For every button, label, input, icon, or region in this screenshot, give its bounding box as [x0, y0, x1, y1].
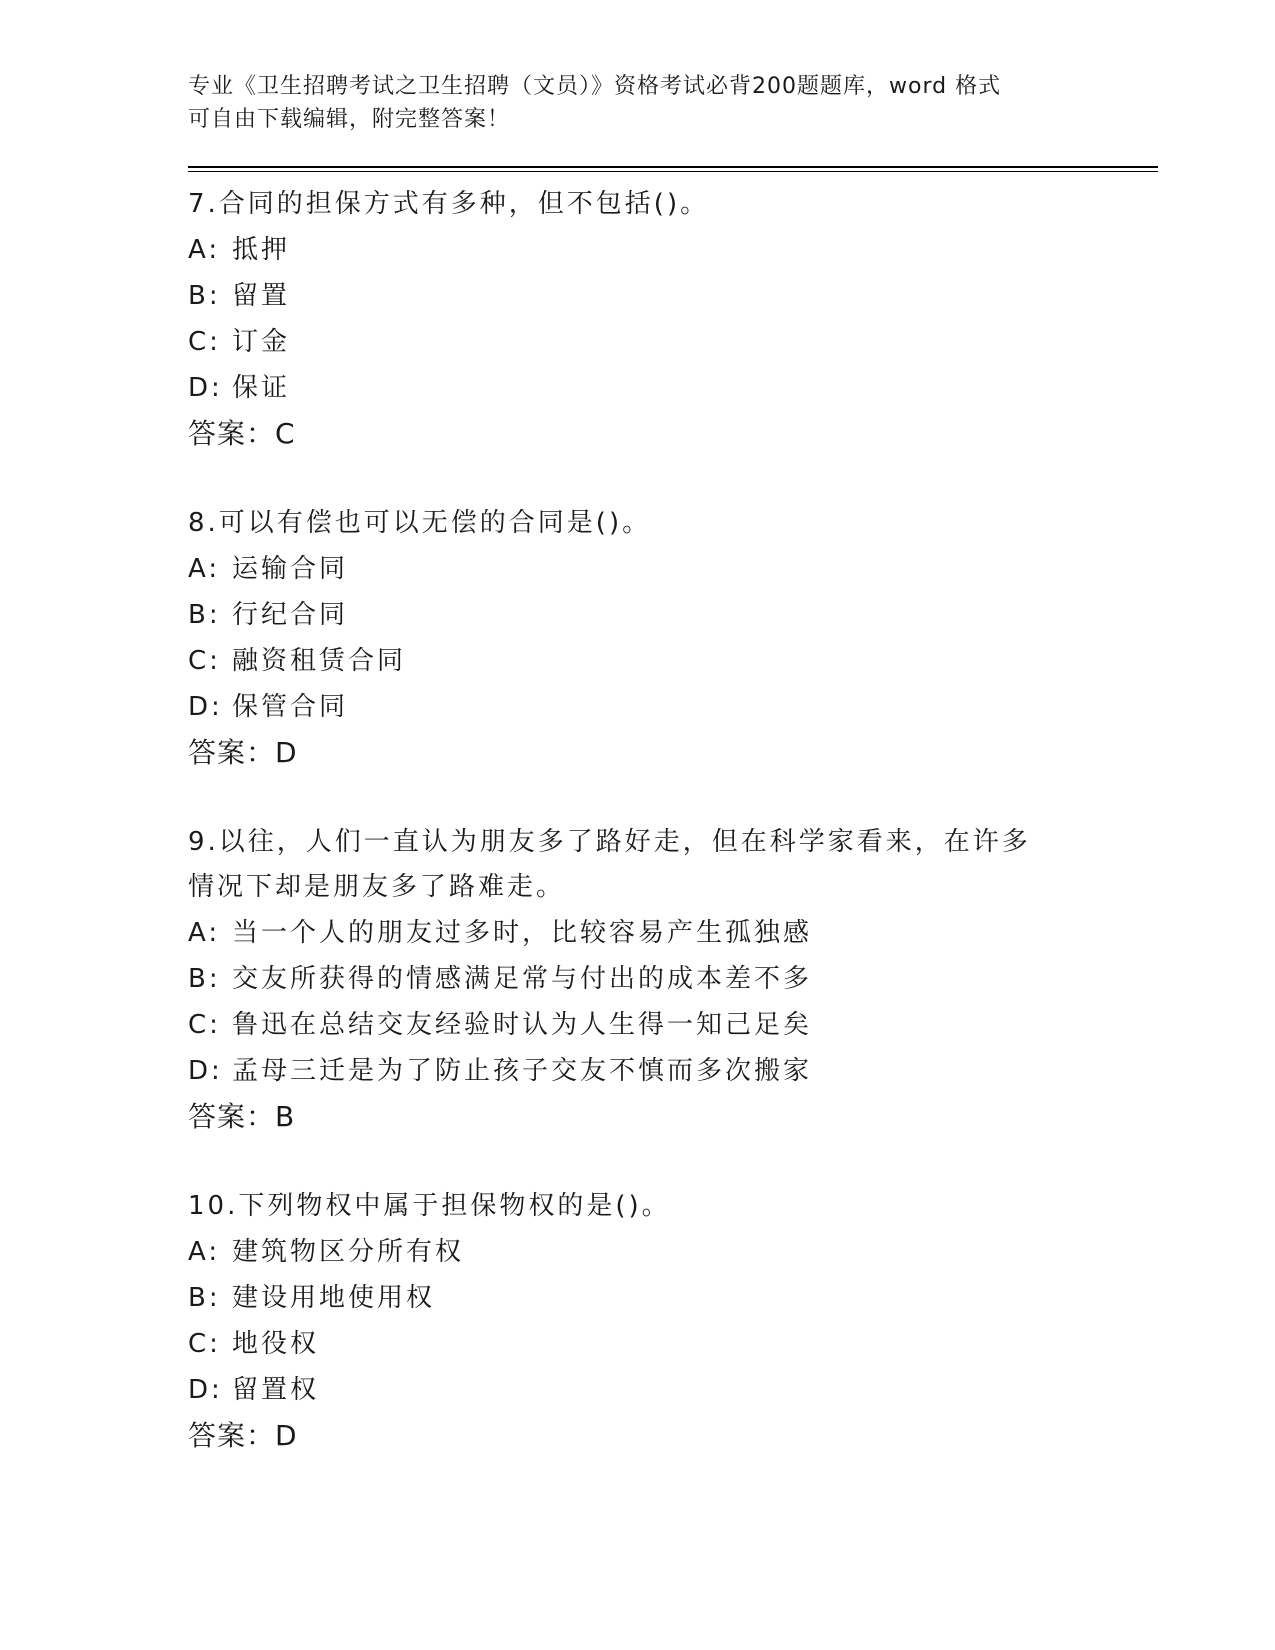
question-stem: 10.下列物权中属于担保物权的是()。 — [188, 1191, 671, 1221]
option-letter: D: — [188, 1375, 223, 1405]
answer-key: 答案：B — [188, 1100, 296, 1133]
option-text: 地役权 — [232, 1329, 320, 1359]
option-letter: B: — [188, 281, 221, 311]
question-stem: 9.以往，人们一直认为朋友多了路好走，但在科学家看来，在许多情况下却是朋友多了路难走。 — [188, 827, 1031, 902]
answer-option — [188, 956, 1158, 1002]
option-letter: A: — [188, 918, 221, 948]
option-letter: D: — [188, 373, 223, 403]
option-text: 行纪合同 — [232, 600, 349, 630]
option-text: 建设用地使用权 — [232, 1283, 436, 1313]
option-letter: C: — [188, 1329, 221, 1359]
option-text: 孟母三迁是为了防止孩子交友不慎而多次搬家 — [232, 1056, 813, 1086]
question-block — [188, 182, 1158, 457]
option-letter: D: — [188, 692, 223, 722]
header-divider — [188, 166, 1158, 172]
header-line-1: 专业《卫生招聘考试之卫生招聘（文员）》资格考试必背200题题库，word 格式 — [188, 74, 1002, 99]
answer-option — [188, 319, 1158, 365]
option-text: 订金 — [232, 327, 291, 357]
answer-option — [188, 638, 1158, 684]
option-letter: A: — [188, 1237, 221, 1267]
option-text: 抵押 — [232, 235, 291, 265]
answer-key: 答案：D — [188, 1419, 298, 1452]
answer-option — [188, 365, 1158, 411]
option-text: 运输合同 — [232, 554, 349, 584]
question-block — [188, 820, 1158, 1140]
answer-option — [188, 227, 1158, 273]
document-page — [188, 70, 1158, 1459]
option-letter: C: — [188, 646, 221, 676]
answer-option — [188, 1275, 1158, 1321]
answer-option — [188, 1367, 1158, 1413]
option-letter: A: — [188, 554, 221, 584]
option-text: 融资租赁合同 — [232, 646, 407, 676]
answer-option — [188, 273, 1158, 319]
option-letter: D: — [188, 1056, 223, 1086]
answer-key: 答案：D — [188, 736, 298, 769]
question-block — [188, 1184, 1158, 1459]
question-stem: 7.合同的担保方式有多种，但不包括()。 — [188, 189, 710, 219]
option-text: 交友所获得的情感满足常与付出的成本差不多 — [232, 964, 813, 994]
option-text: 建筑物区分所有权 — [232, 1237, 465, 1267]
answer-option — [188, 592, 1158, 638]
question-list — [188, 182, 1158, 1459]
answer-option — [188, 910, 1158, 956]
option-letter: B: — [188, 1283, 221, 1313]
option-text: 鲁迅在总结交友经验时认为人生得一知己足矣 — [232, 1010, 813, 1040]
answer-option — [188, 1229, 1158, 1275]
option-text: 保证 — [232, 373, 291, 403]
header-line-2: 可自由下载编辑，附完整答案！ — [188, 107, 511, 132]
question-block — [188, 501, 1158, 776]
option-letter: C: — [188, 327, 221, 357]
option-letter: C: — [188, 1010, 221, 1040]
answer-option — [188, 684, 1158, 730]
option-letter: A: — [188, 235, 221, 265]
answer-option — [188, 546, 1158, 592]
option-text: 留置权 — [232, 1375, 320, 1405]
document-header — [188, 70, 1068, 136]
option-text: 保管合同 — [232, 692, 349, 722]
option-text: 当一个人的朋友过多时，比较容易产生孤独感 — [232, 918, 813, 948]
answer-key: 答案：C — [188, 417, 296, 450]
question-stem: 8.可以有偿也可以无偿的合同是()。 — [188, 508, 652, 538]
answer-option — [188, 1048, 1158, 1094]
answer-option — [188, 1002, 1158, 1048]
option-letter: B: — [188, 600, 221, 630]
answer-option — [188, 1321, 1158, 1367]
option-text: 留置 — [232, 281, 291, 311]
option-letter: B: — [188, 964, 221, 994]
